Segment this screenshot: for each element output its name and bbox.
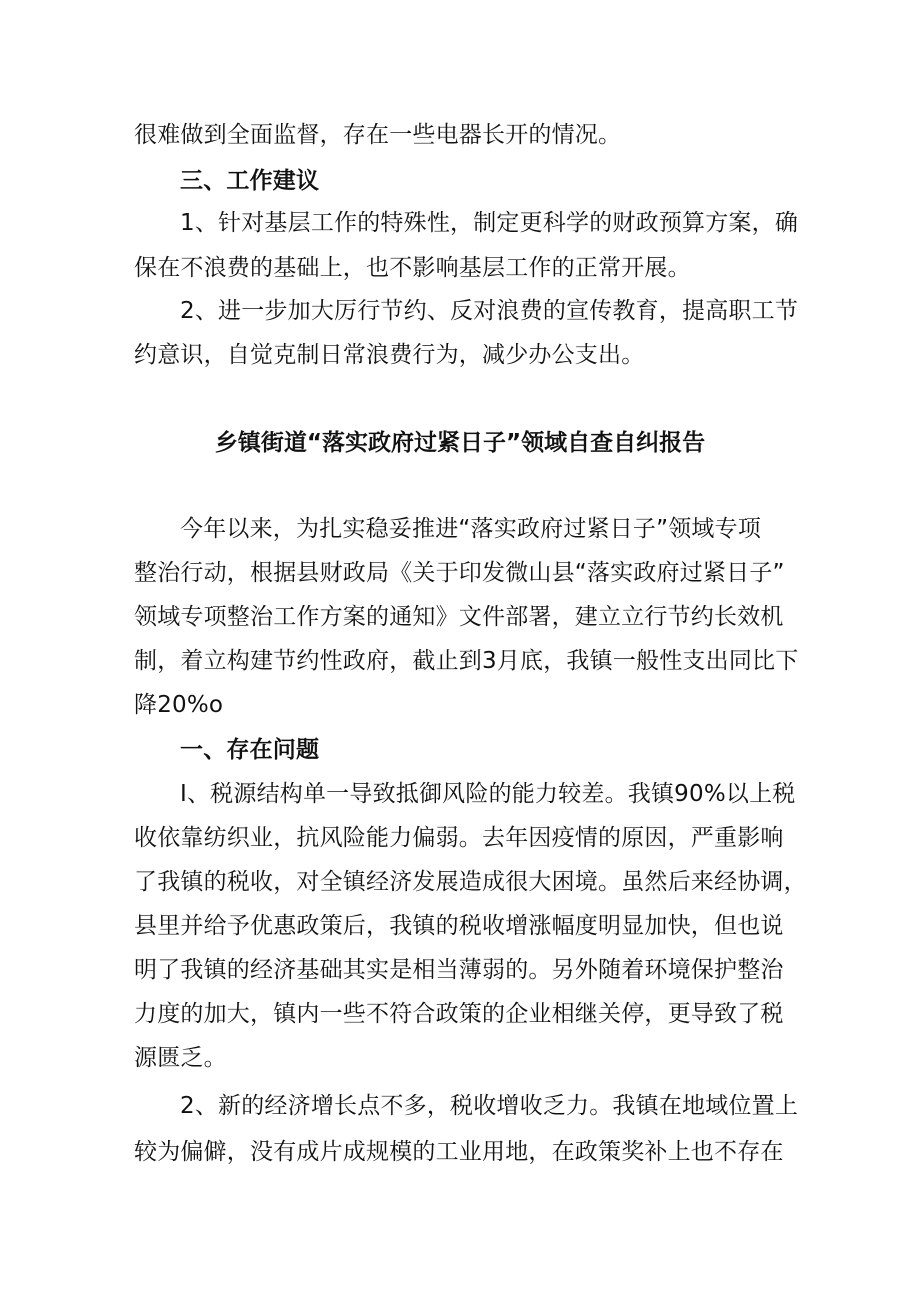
section-heading-problems: 一、存在问题 bbox=[180, 737, 320, 763]
paragraph-line: 了我镇的税收，对全镇经济发展造成很大困境。虽然后来经协调， bbox=[134, 869, 807, 895]
paragraph-line: 2、新的经济增长点不多，税收增收乏力。我镇在地域位置上 bbox=[180, 1093, 799, 1119]
paragraph-line: 约意识，自觉克制日常浪费行为，减少办公支出。 bbox=[134, 342, 645, 368]
paragraph-line: 2、进一步加大厉行节约、反对浪费的宣传教育，提高职工节 bbox=[180, 298, 799, 324]
paragraph-line: 县里并给予优惠政策后，我镇的税收增涨幅度明显加快，但也说 bbox=[134, 913, 784, 939]
paragraph-line: 领域专项整治工作方案的通知》文件部署，建立立行节约长效机 bbox=[134, 604, 784, 630]
report-title: 乡镇街道“落实政府过紧日子”领域自查自纠报告 bbox=[214, 430, 706, 456]
paragraph-line: 收依靠纺织业，抗风险能力偏弱。去年因疫情的原因，严重影响 bbox=[134, 825, 784, 851]
section-heading-suggestions: 三、工作建议 bbox=[180, 168, 320, 194]
paragraph-line: 整治行动，根据县财政局《关于印发微山县“落实政府过紧日子” bbox=[134, 560, 785, 586]
paragraph-line: 今年以来，为扎实稳妥推进“落实政府过紧日子”领域专项 bbox=[180, 516, 762, 542]
paragraph-line: 源匮乏。 bbox=[134, 1045, 227, 1071]
paragraph-line: 降20%o bbox=[134, 692, 224, 718]
paragraph-line: 1、针对基层工作的特殊性，制定更科学的财政预算方案，确 bbox=[180, 210, 799, 236]
paragraph-line: 力度的加大，镇内一些不符合政策的企业相继关停，更导致了税 bbox=[134, 1001, 784, 1027]
paragraph-line: 较为偏僻，没有成片成规模的工业用地，在政策奖补上也不存在 bbox=[134, 1139, 784, 1165]
paragraph-line: 制，着立构建节约性政府，截止到3月底，我镇一般性支出同比下 bbox=[134, 648, 799, 674]
paragraph-line: 明了我镇的经济基础其实是相当薄弱的。另外随着环境保护整治 bbox=[134, 957, 784, 983]
paragraph-line: 很难做到全面监督，存在一些电器长开的情况。 bbox=[134, 122, 622, 148]
paragraph-line: I、税源结构单一导致抵御风险的能力较差。我镇90%以上税 bbox=[180, 781, 796, 807]
paragraph-line: 保在不浪费的基础上，也不影响基层工作的正常开展。 bbox=[134, 255, 691, 281]
